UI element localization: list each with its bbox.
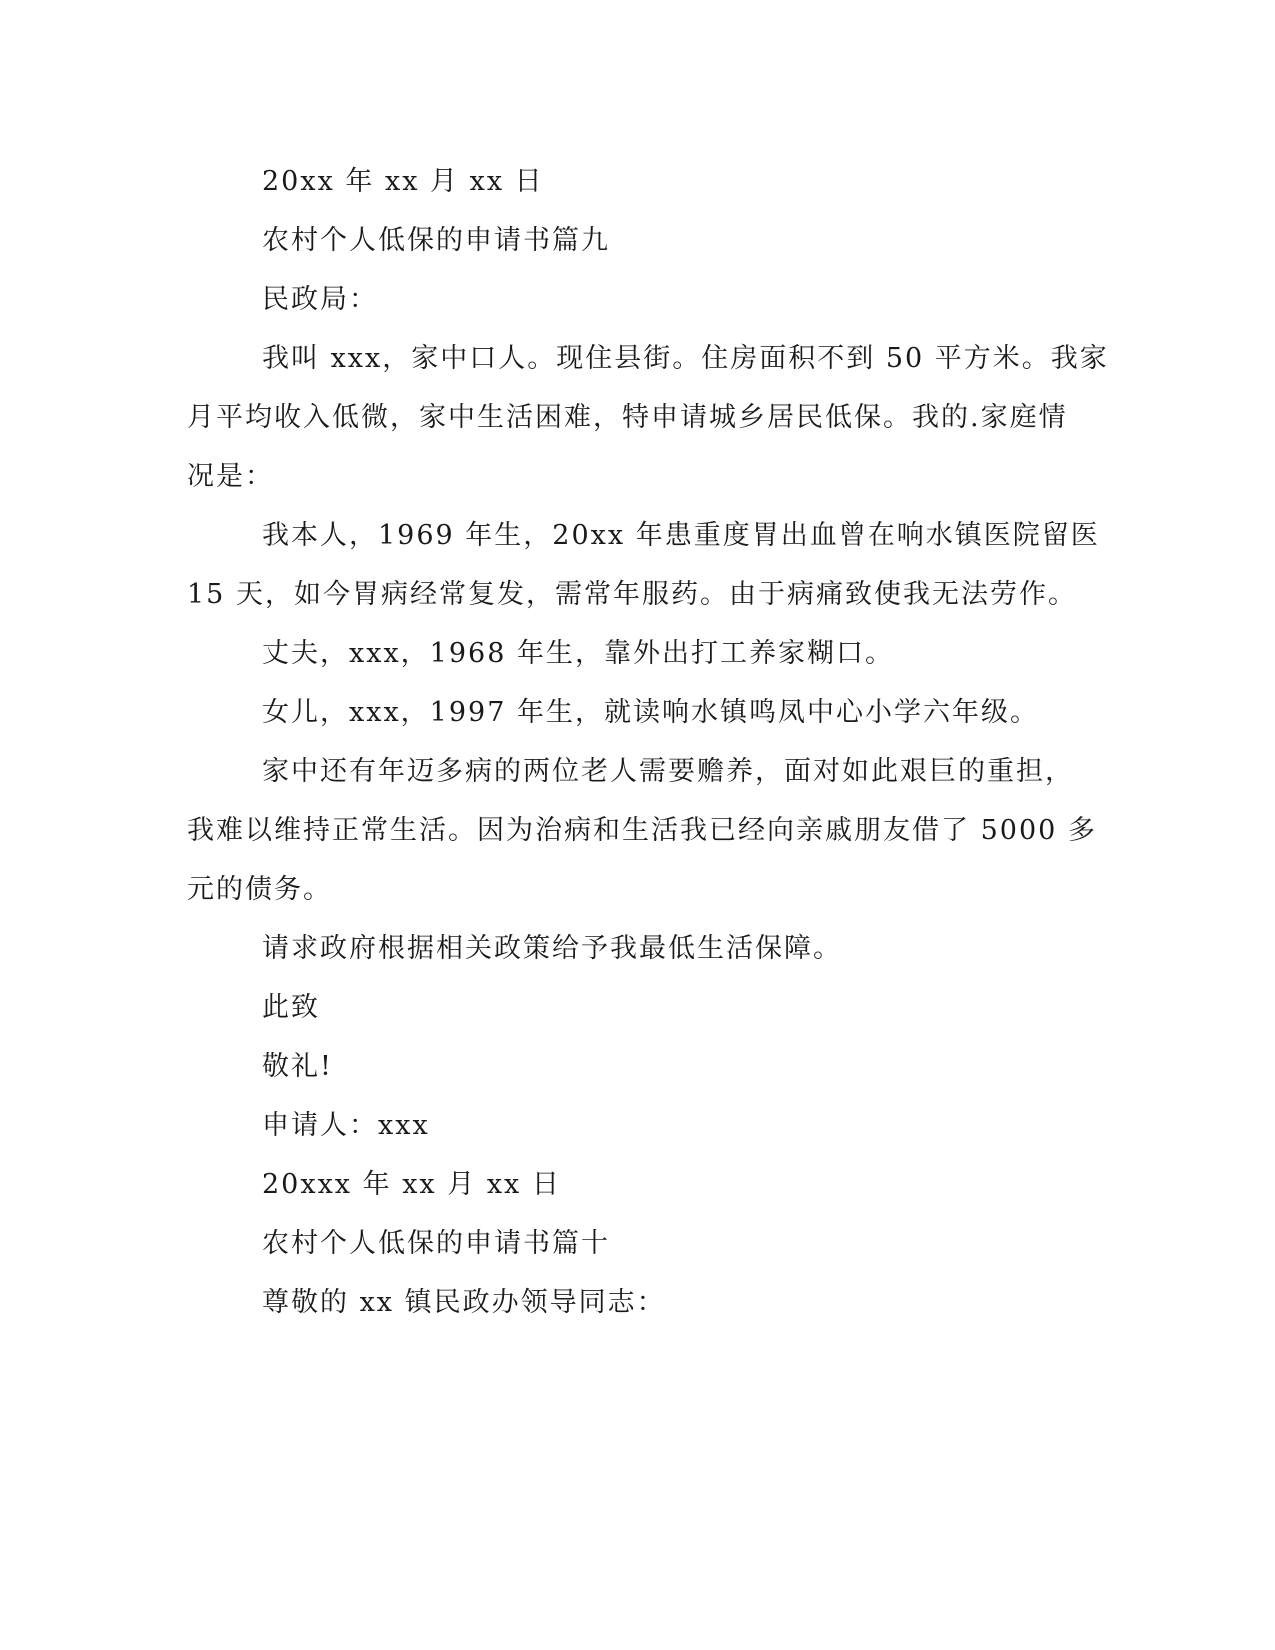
paragraph-line: 15 天，如今胃病经常复发，需常年服药。由于病痛致使我无法劳作。 [187,579,1077,610]
closing-line: 敬礼! [262,1051,333,1082]
paragraph-line: 女儿，xxx，1997 年生，就读响水镇鸣凤中心小学六年级。 [262,697,1039,728]
applicant-line: 申请人：xxx [262,1110,430,1141]
date-line: 20xxx 年 xx 月 xx 日 [262,1169,561,1200]
section-title: 农村个人低保的申请书篇十 [262,1228,610,1259]
paragraph-line: 我难以维持正常生活。因为治病和生活我已经向亲戚朋友借了 5000 多 [187,815,1097,846]
section-title: 农村个人低保的申请书篇九 [262,225,610,256]
paragraph-line: 月平均收入低微，家中生活困难，特申请城乡居民低保。我的.家庭情 [187,402,1068,433]
paragraph-line: 丈夫，xxx，1968 年生，靠外出打工养家糊口。 [262,638,894,669]
paragraph-line: 家中还有年迈多病的两位老人需要赡养，面对如此艰巨的重担， [262,756,1074,787]
paragraph-line: 我叫 xxx，家中口人。现住县街。住房面积不到 50 平方米。我家 [262,343,1109,374]
paragraph-line: 请求政府根据相关政策给予我最低生活保障。 [262,933,842,964]
date-line: 20xx 年 xx 月 xx 日 [262,166,544,197]
closing-line: 此致 [262,992,320,1023]
salutation: 尊敬的 xx 镇民政办领导同志： [262,1287,666,1318]
paragraph-line: 我本人，1969 年生，20xx 年患重度胃出血曾在响水镇医院留医 [262,520,1100,551]
paragraph-line: 况是： [187,461,274,492]
paragraph-line: 元的债务。 [187,874,332,905]
salutation: 民政局： [262,284,378,315]
